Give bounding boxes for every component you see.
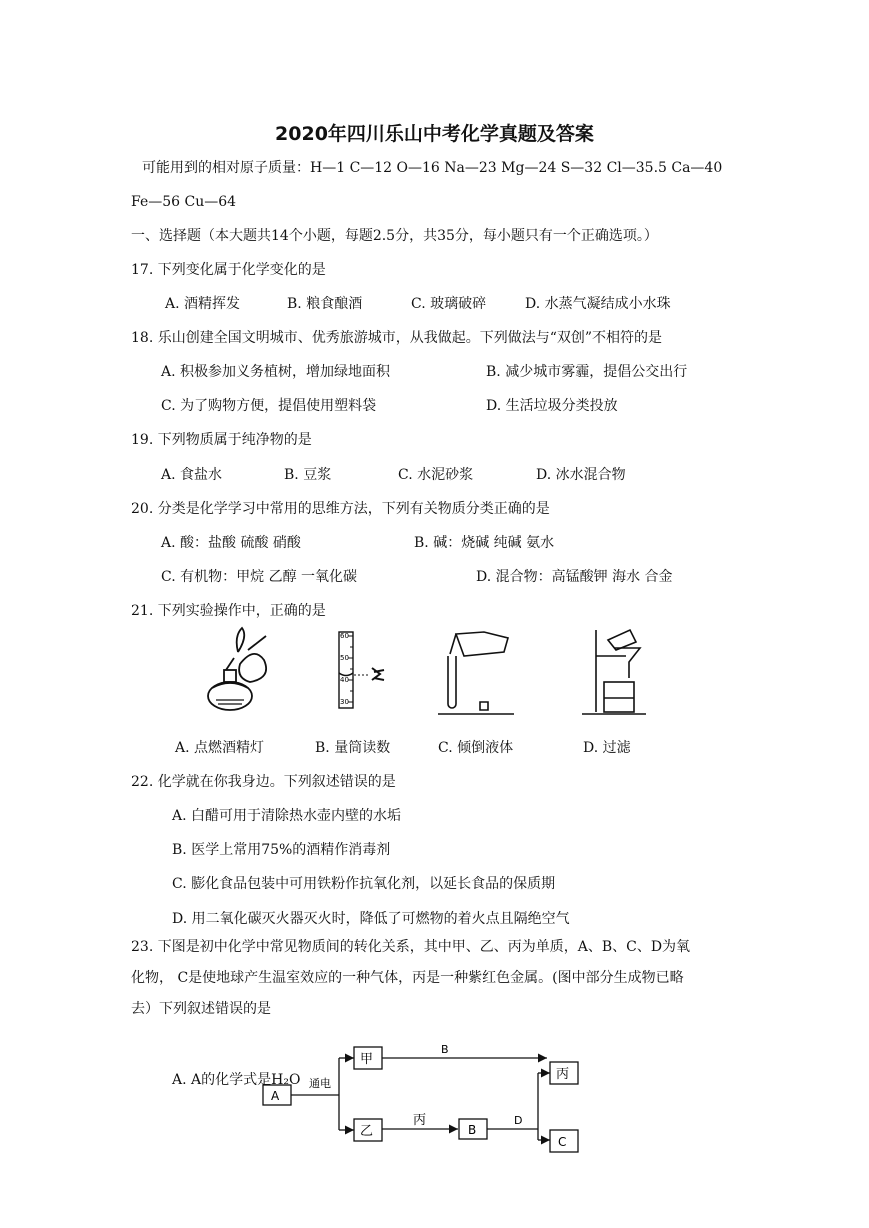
q21-option-d: D. 过滤 (583, 740, 631, 756)
q18-option-a: A. 积极参加义务植树，增加绿地面积 (161, 364, 391, 380)
q23-stem-line3: 去）下列叙述错误的是 (131, 1001, 271, 1017)
q18-option-c: C. 为了购物方便，提倡使用塑料袋 (161, 398, 377, 414)
lighting-alcohol-lamp-figure (200, 624, 276, 716)
q18-stem: 18. 乐山创建全国文明城市、优秀旅游城市，从我做起。下列做法与“双创”不相符的是 (131, 330, 663, 346)
box-jia-label: 甲 (360, 1052, 374, 1067)
q23-stem-line1: 23. 下图是初中化学中常见物质间的转化关系，其中甲、乙、丙为单质，A、B、C、D为氧 (131, 939, 691, 955)
box-a-label: A (271, 1089, 280, 1103)
q21-option-b: B. 量筒读数 (315, 740, 391, 756)
q22-option-c: C. 膨化食品包装中可用铁粉作抗氧化剂，以延长食品的保质期 (172, 876, 556, 892)
q20-option-d: D. 混合物：高锰酸钾 海水 合金 (476, 569, 673, 585)
q17-option-c: C. 玻璃破碎 (411, 296, 487, 312)
graduated-cylinder-figure (330, 628, 390, 712)
q22-option-d: D. 用二氧化碳灭火器灭火时，降低了可燃物的着火点且隔绝空气 (172, 911, 570, 927)
q21-option-a: A. 点燃酒精灯 (175, 740, 265, 756)
box-yi-label: 乙 (360, 1124, 374, 1139)
q21-stem: 21. 下列实验操作中，正确的是 (131, 603, 326, 619)
box-b-label: B (468, 1123, 477, 1137)
q17-stem: 17. 下列变化属于化学变化的是 (131, 262, 326, 278)
q20-option-c: C. 有机物：甲烷 乙醇 一氧化碳 (161, 569, 358, 585)
atomic-masses-line2: Fe—56 Cu—64 (131, 194, 237, 210)
atomic-masses-line1: 可能用到的相对原子质量：H—1 C—12 O—16 Na—23 Mg—24 S—32 Cl—35.5 Ca—40 (142, 160, 723, 176)
q19-option-b: B. 豆浆 (284, 467, 332, 483)
q22-option-a: A. 白醋可用于清除热水壶内壁的水垢 (172, 808, 402, 824)
arrow-label-bing: 丙 (413, 1113, 427, 1128)
q19-option-c: C. 水泥砂浆 (398, 467, 474, 483)
cylinder-tick-30: 30 (340, 698, 349, 706)
q20-option-b: B. 碱：烧碱 纯碱 氨水 (414, 535, 555, 551)
q17-option-a: A. 酒精挥发 (165, 296, 241, 312)
section-heading: 一、选择题（本大题共14个小题，每题2.5分，共35分，每小题只有一个正确选项。） (131, 228, 658, 244)
q19-option-d: D. 冰水混合物 (536, 467, 626, 483)
q19-stem: 19. 下列物质属于纯净物的是 (131, 432, 312, 448)
pouring-liquid-figure (436, 628, 516, 718)
page-title: 2020年四川乐山中考化学真题及答案 (275, 123, 594, 145)
cylinder-tick-50: 50 (340, 654, 349, 662)
q22-stem: 22. 化学就在你我身边。下列叙述错误的是 (131, 774, 396, 790)
box-bing-label: 丙 (556, 1067, 570, 1082)
q18-option-d: D. 生活垃圾分类投放 (486, 398, 618, 414)
q21-option-c: C. 倾倒液体 (438, 740, 514, 756)
q17-option-d: D. 水蒸气凝结成小水珠 (525, 296, 671, 312)
q20-option-a: A. 酸：盐酸 硫酸 硝酸 (161, 535, 301, 551)
q18-option-b: B. 减少城市雾霾，提倡公交出行 (486, 364, 688, 380)
arrow-label-b: B (441, 1043, 449, 1056)
box-c-label: C (558, 1135, 567, 1149)
cylinder-tick-60: 60 (340, 632, 349, 640)
arrow-label-d: D (514, 1114, 523, 1127)
q23-stem-line2: 化物， C是使地球产生温室效应的一种气体，丙是一种紫红色金属。(图中部分生成物已略 (131, 970, 684, 986)
q20-stem: 20. 分类是化学学习中常用的思维方法，下列有关物质分类正确的是 (131, 501, 550, 517)
q19-option-a: A. 食盐水 (161, 467, 223, 483)
filtration-figure (578, 626, 650, 718)
q22-option-b: B. 医学上常用75%的酒精作消毒剂 (172, 842, 391, 858)
conversion-diagram (255, 1038, 595, 1158)
q23-option-a: A. A的化学式是H₂O (172, 1072, 301, 1088)
q17-option-b: B. 粮食酿酒 (287, 296, 363, 312)
cylinder-tick-40: 40 (340, 676, 349, 684)
arrow-label-tongdian: 通电 (309, 1077, 331, 1090)
